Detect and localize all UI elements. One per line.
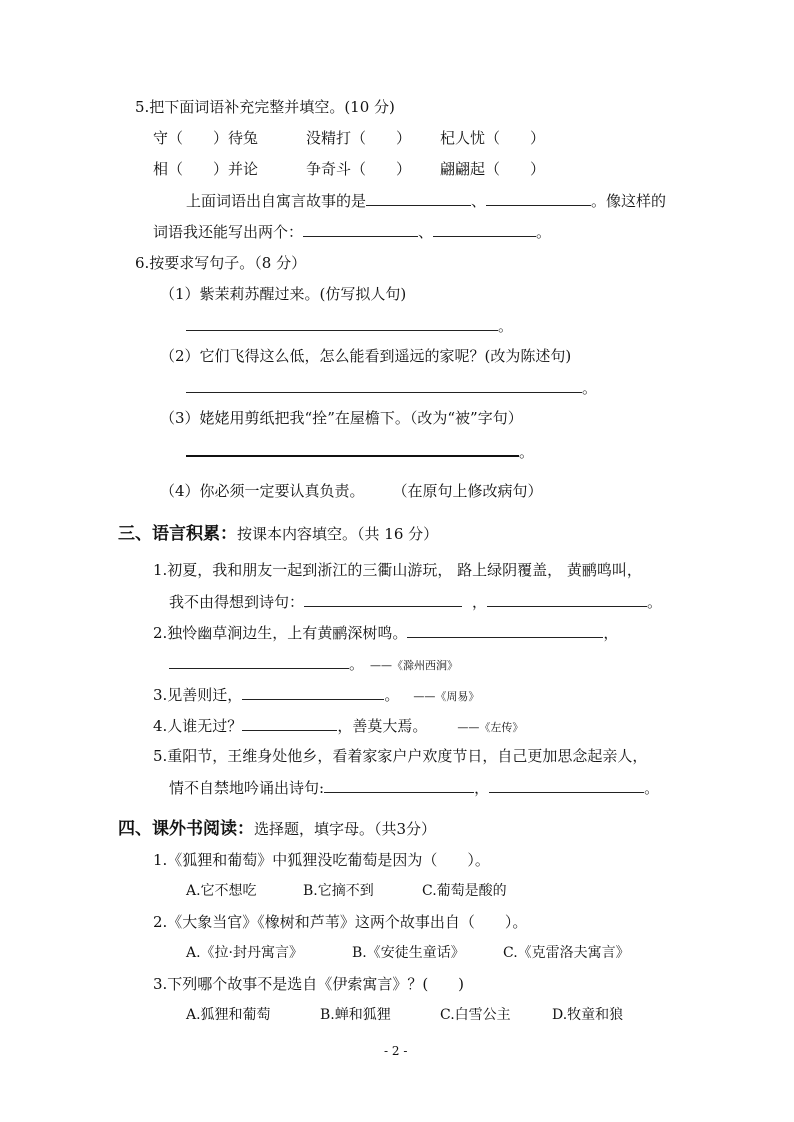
sec3-item-5-line-b bbox=[169, 777, 659, 798]
answer-blank[interactable] bbox=[433, 221, 536, 237]
sec4-q2-option-a[interactable]: A.《拉·封丹寓言》 bbox=[186, 945, 304, 961]
sec3-item-5-line-a: 5.重阳节，王维身处他乡，看着家家户户欢度节日，自己更加思念起亲人， bbox=[153, 747, 648, 765]
period: 。 bbox=[519, 443, 535, 461]
sec3-item-2-line-b bbox=[169, 653, 458, 676]
sec4-q3-option-a[interactable]: A.狐狸和葡萄 bbox=[186, 1007, 271, 1023]
sec3-i4-source: ——《左传》 bbox=[457, 721, 524, 734]
q6-sentence-1: （1）紫茉莉苏醒过来。(仿写拟人句) bbox=[160, 285, 407, 303]
sec4-question-1: 1.《狐狸和葡萄》中狐狸没吃葡萄是因为（ ）。 bbox=[153, 851, 490, 869]
q5-fill-line-1 bbox=[186, 190, 666, 211]
sec3-i5-text: 情不自禁地吟诵出诗句: bbox=[169, 779, 325, 797]
sec3-i3-source: ——《周易》 bbox=[413, 690, 480, 703]
sec4-q2-option-c[interactable]: C.《克雷洛夫寓言》 bbox=[503, 945, 630, 961]
q5-fill1-end: 。像这样的 bbox=[591, 192, 667, 210]
q5-blank-5[interactable]: 争奇斗（ ） bbox=[306, 160, 412, 178]
q6-sentence-3: （3）姥姥用剪纸把我“拴”在屋檐下。（改为“被”字句） bbox=[160, 409, 523, 427]
q5-blank-3[interactable]: 杞人忧（ ） bbox=[440, 129, 546, 147]
sec3-item-4 bbox=[153, 715, 523, 738]
comma: ， bbox=[603, 624, 619, 642]
q6-sentence-4 bbox=[160, 481, 543, 501]
answer-blank[interactable] bbox=[186, 377, 582, 393]
page-number: - 2 - bbox=[384, 1044, 408, 1058]
q6-answer-line-3 bbox=[186, 440, 534, 462]
q6-answer-line-1 bbox=[186, 315, 513, 336]
period: 。 bbox=[349, 655, 365, 673]
q5-fill-line-2 bbox=[153, 221, 551, 242]
q5-blank-6[interactable]: 翩翩起（ ） bbox=[440, 160, 546, 178]
q6-s4-text: （4）你必须一定要认真负责。 bbox=[160, 482, 365, 500]
sec4-question-2: 2.《大象当官》《橡树和芦苇》这两个故事出自（ ）。 bbox=[153, 913, 528, 931]
sec3-i2-text: 2.独怜幽草涧边生，上有黄鹂深树鸣。 bbox=[153, 624, 408, 642]
sec3-item-3 bbox=[153, 684, 479, 707]
sec4-question-3: 3.下列哪个故事不是选自《伊索寓言》？( ) bbox=[153, 975, 465, 993]
answer-blank[interactable] bbox=[489, 777, 644, 793]
sec4-q3-option-d[interactable]: D.牧童和狼 bbox=[552, 1007, 624, 1023]
comma: ， bbox=[474, 779, 490, 797]
answer-blank[interactable] bbox=[186, 440, 519, 457]
answer-blank[interactable] bbox=[487, 591, 647, 607]
period: 。 bbox=[498, 317, 514, 335]
sec3-i2-source: ——《滁州西涧》 bbox=[370, 659, 459, 672]
comma: ， bbox=[472, 593, 488, 611]
answer-blank[interactable] bbox=[186, 315, 498, 331]
q5-fill2-text: 词语我还能写出两个： bbox=[153, 223, 304, 241]
section-3-instruction: 按课本内容填空。（共 16 分） bbox=[237, 525, 439, 543]
section-3-title: 三、语言积累： bbox=[118, 524, 237, 544]
section-4-title: 四、课外书阅读： bbox=[118, 819, 254, 839]
q6-s4-note: （在原句上修改病句） bbox=[392, 482, 543, 500]
q6-answer-line-2 bbox=[186, 377, 597, 398]
q5-title: 5.把下面词语补充完整并填空。(10 分) bbox=[135, 98, 395, 116]
sec4-q1-option-b[interactable]: B.它摘不到 bbox=[303, 883, 374, 899]
section-3-heading bbox=[118, 524, 438, 544]
answer-blank[interactable] bbox=[366, 190, 471, 206]
q6-title: 6.按要求写句子。（8 分） bbox=[135, 254, 307, 272]
sec3-i4-text: 4.人谁无过？ bbox=[153, 717, 243, 735]
q5-blank-2[interactable]: 没精打（ ） bbox=[306, 129, 412, 147]
sec3-item-1-line-a: 1.初夏，我和朋友一起到浙江的三衢山游玩， 路上绿阴覆盖， 黄鹂鸣叫， bbox=[153, 561, 642, 579]
period: 。 bbox=[647, 593, 663, 611]
answer-blank[interactable] bbox=[304, 591, 462, 607]
answer-blank[interactable] bbox=[242, 715, 337, 731]
sec3-i3-text: 3.见善则迁， bbox=[153, 686, 243, 704]
sec4-q1-option-c[interactable]: C.葡萄是酸的 bbox=[422, 883, 507, 899]
answer-blank[interactable] bbox=[303, 221, 418, 237]
q5-blank-4[interactable]: 相（ ）并论 bbox=[153, 160, 259, 178]
sec4-q2-option-b[interactable]: B.《安徒生童话》 bbox=[352, 945, 465, 961]
section-4-heading bbox=[118, 819, 436, 839]
q5-fill1-text: 上面词语出自寓言故事的是 bbox=[186, 192, 367, 210]
answer-blank[interactable] bbox=[169, 653, 349, 669]
period: 。 bbox=[384, 686, 400, 704]
separator: 、 bbox=[418, 223, 434, 241]
answer-blank[interactable] bbox=[324, 777, 474, 793]
answer-blank[interactable] bbox=[486, 190, 591, 206]
sec3-i1-text: 我不由得想到诗句： bbox=[169, 593, 305, 611]
sec4-q3-option-b[interactable]: B.蝉和狐狸 bbox=[320, 1007, 391, 1023]
sec3-i4-text-b: ，善莫大焉。 bbox=[337, 717, 428, 735]
section-4-instruction: 选择题，填字母。（共3分） bbox=[254, 820, 437, 838]
separator: 、 bbox=[471, 192, 487, 210]
answer-blank[interactable] bbox=[242, 684, 384, 700]
sec4-q3-option-c[interactable]: C.白雪公主 bbox=[440, 1007, 511, 1023]
q5-blank-1[interactable]: 守（ ）待兔 bbox=[153, 129, 259, 147]
answer-blank[interactable] bbox=[407, 622, 603, 638]
sec3-item-1-line-b bbox=[169, 591, 662, 612]
period: 。 bbox=[536, 223, 552, 241]
period: 。 bbox=[582, 379, 598, 397]
sec3-item-2-line-a bbox=[153, 622, 618, 643]
sec4-q1-option-a[interactable]: A.它不想吃 bbox=[186, 883, 257, 899]
q6-sentence-2: （2）它们飞得这么低，怎么能看到遥远的家呢？(改为陈述句) bbox=[160, 347, 572, 365]
period: 。 bbox=[644, 779, 660, 797]
